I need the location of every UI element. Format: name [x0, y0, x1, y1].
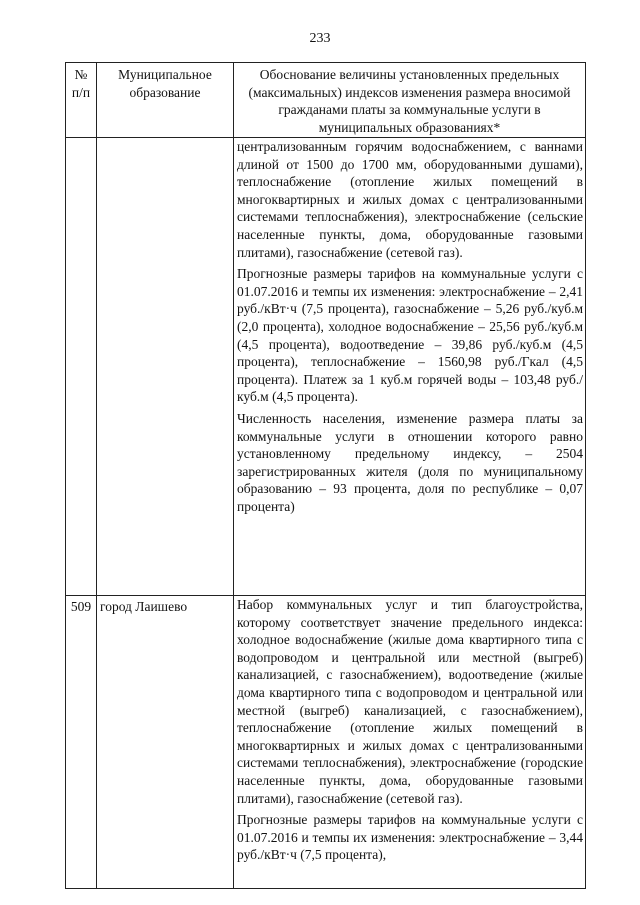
- justification-paragraph: Набор коммунальных услуг и тип благоустройства, которому соответствует значение предельного индекса: холодное водоснабжение (жилые дома квартирного типа с водопроводом и центральной или местной (выгреб) канализацией, с газоснабжением), водоотведение (жилые дома квартирного типа с водопроводом и центральной или местной (выгреб) канализацией, с газоснабжением), теплоснабжение (отопление жилых помещений в многоквартирных и жилых домах с централизованными системами теплоснабжения), электроснабжение (городские населенные пункты, дома, оборудованные газовыми плитами), газоснабжение (сетевой газ).: [237, 597, 583, 806]
- table-row: [66, 138, 586, 596]
- row-municipality: [97, 138, 234, 596]
- header-justification: Обоснование величины установленных предельных (максимальных) индексов изменения размера вносимой гражданами платы за коммунальные услуги в муниципальных образованиях*: [234, 63, 586, 138]
- header-municipality: Муниципальное образование: [97, 63, 234, 138]
- row-municipality: город Лаишево: [97, 596, 234, 889]
- justification-paragraph: Численность населения, изменение размера платы за коммунальные услуги в отношении которого равно установленному предельному индексу, – 2504 зарегистрированных жителя (доля по муниципальному образованию – 93 процента, доля по республике – 0,07 процента): [237, 410, 583, 514]
- justification-paragraph: Прогнозные размеры тарифов на коммунальные услуги с 01.07.2016 и темпы их изменения: электроснабжение – 2,41 руб./кВт·ч (7,5 процента), газоснабжение – 5,26 руб./куб.м (2,0 процента), холодное водоснабжение – 25,56 руб./куб.м (4,5 процента), водоотведение – 39,86 руб./куб.м (4,5 процента), теплоснабжение – 1560,98 руб./Гкал (4,5 процента). Платеж за 1 куб.м горячей воды – 103,48 руб./куб.м (4,5 процента).: [237, 266, 583, 405]
- row-justification: [234, 138, 586, 596]
- row-num: 509: [66, 596, 97, 889]
- row-num: [66, 138, 97, 596]
- table-row: [66, 596, 586, 889]
- header-num: № п/п: [66, 63, 97, 138]
- justification-paragraph: Прогнозные размеры тарифов на коммунальные услуги с 01.07.2016 и темпы их изменения: электроснабжение – 3,44 руб./кВт·ч (7,5 процента),: [237, 812, 583, 863]
- row-justification: [234, 596, 586, 889]
- justification-paragraph: централизованным горячим водоснабжением, с ваннами длиной от 1500 до 1700 мм, оборудованными душами), теплоснабжение (отопление жилых помещений в многоквартирных и жилых домах с централизованными системами теплоснабжения), электроснабжение (сельские населенные пункты, дома, оборудованные газовыми плитами), газоснабжение (сетевой газ).: [237, 139, 583, 260]
- tariff-index-table: [65, 62, 586, 889]
- table-header-row: [66, 63, 586, 138]
- page-number: 233: [309, 31, 331, 46]
